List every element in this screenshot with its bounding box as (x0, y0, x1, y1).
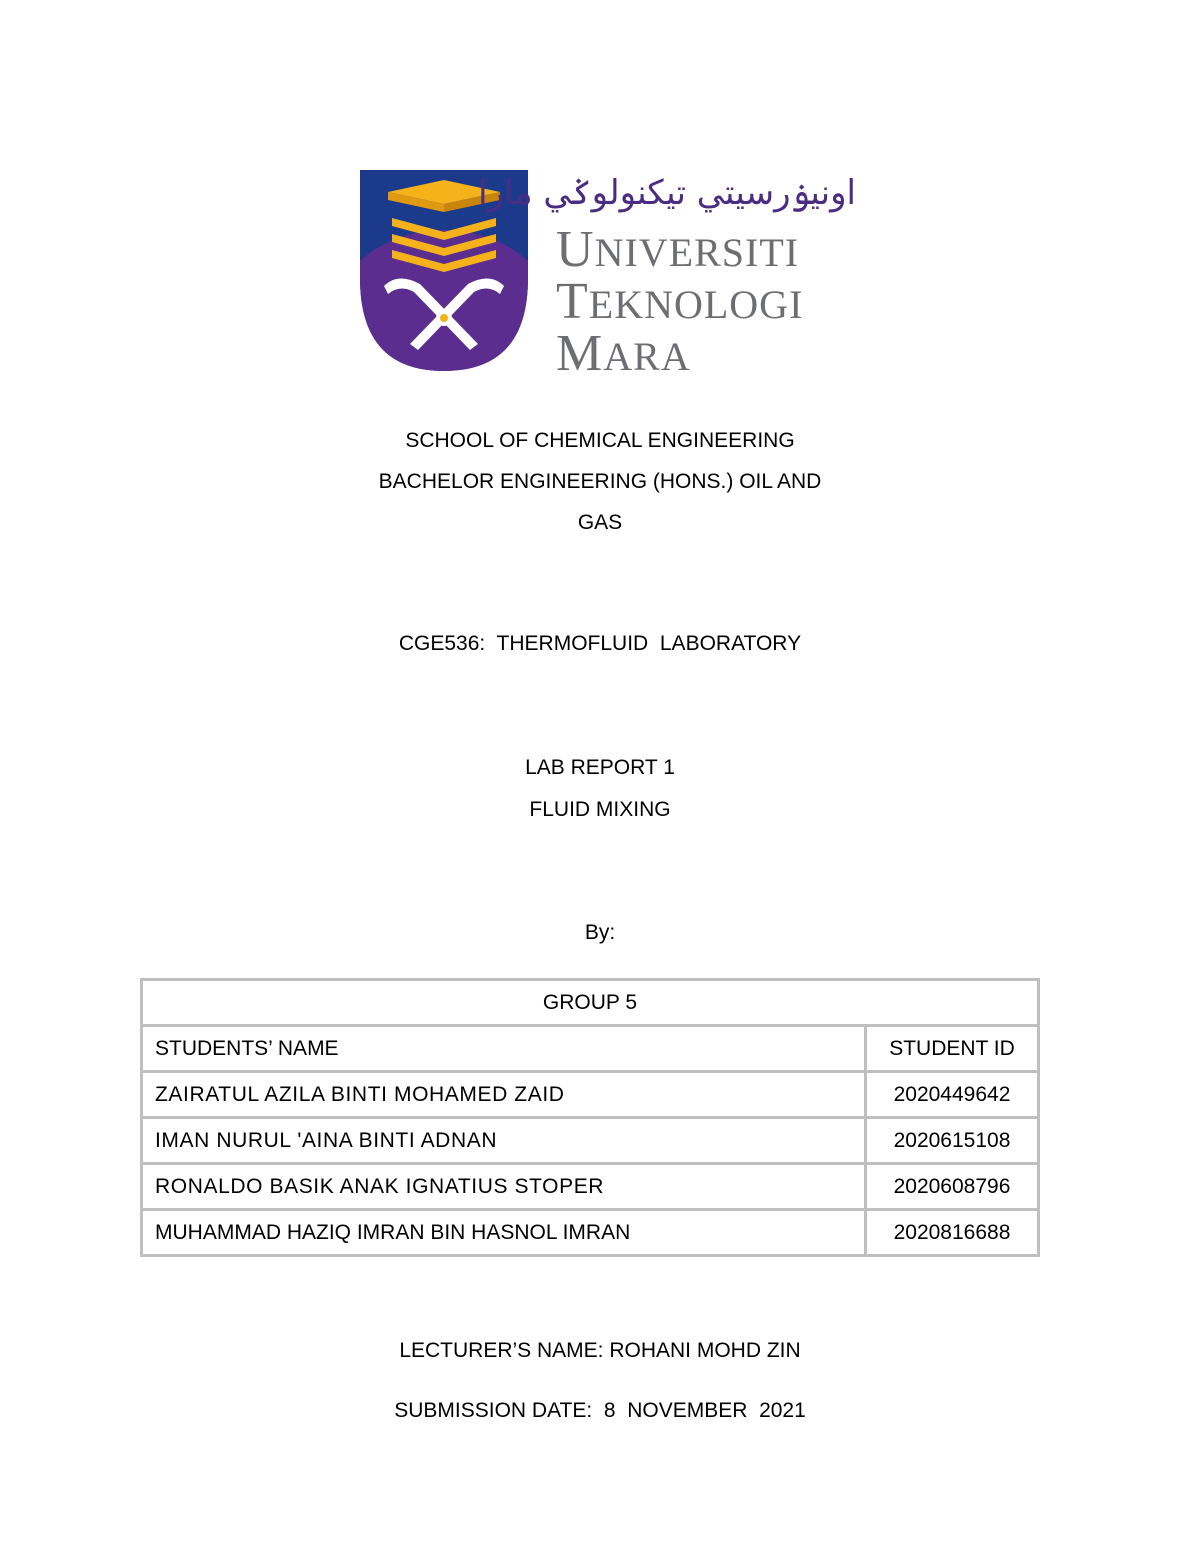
column-header-id: STUDENT ID (866, 1026, 1039, 1072)
student-id: 2020449642 (866, 1072, 1039, 1118)
student-id: 2020615108 (866, 1118, 1039, 1164)
table-row (142, 1072, 1039, 1118)
university-logo (358, 168, 858, 382)
column-header-name: STUDENTS’ NAME (142, 1026, 866, 1072)
group-row (142, 980, 1039, 1026)
student-id: 2020608796 (866, 1164, 1039, 1210)
logo-text-teknologi (556, 273, 804, 330)
course-code-title: CGE536: THERMOFLUID LABORATORY (398, 632, 802, 655)
student-name: IMAN NURUL 'AINA BINTI ADNAN (142, 1118, 866, 1164)
group-label: GROUP 5 (142, 980, 1039, 1026)
programme-line-2: GAS (577, 511, 623, 534)
logo-line-3: MARA (556, 325, 691, 382)
submission-date: SUBMISSION DATE: 8 NOVEMBER 2021 (394, 1399, 806, 1422)
logo-text-mara (556, 325, 691, 382)
logo-line-1: UNIVERSITI (556, 221, 800, 278)
table-row (142, 1210, 1039, 1256)
table-header-row (142, 1026, 1039, 1072)
table-row (142, 1164, 1039, 1210)
report-number: LAB REPORT 1 (525, 756, 675, 779)
student-id: 2020816688 (866, 1210, 1039, 1256)
school-name: SCHOOL OF CHEMICAL ENGINEERING (405, 429, 795, 452)
programme-line-1: BACHELOR ENGINEERING (HONS.) OIL AND (378, 470, 822, 493)
student-name: RONALDO BASIK ANAK IGNATIUS STOPER (142, 1164, 866, 1210)
students-table (140, 978, 1040, 1257)
logo-line-2: TEKNOLOGI (556, 273, 804, 330)
report-title: FLUID MIXING (529, 798, 671, 821)
logo-jawi-script: اونيۏرسيتي تيکنولوݢي مارا (478, 173, 856, 213)
by-label: By: (584, 921, 616, 944)
logo-text-universiti (556, 221, 800, 278)
lecturer-name: LECTURER’S NAME: ROHANI MOHD ZIN (399, 1339, 801, 1362)
student-name: ZAIRATUL AZILA BINTI MOHAMED ZAID (142, 1072, 866, 1118)
table-row (142, 1118, 1039, 1164)
student-name: MUHAMMAD HAZIQ IMRAN BIN HASNOL IMRAN (142, 1210, 866, 1256)
